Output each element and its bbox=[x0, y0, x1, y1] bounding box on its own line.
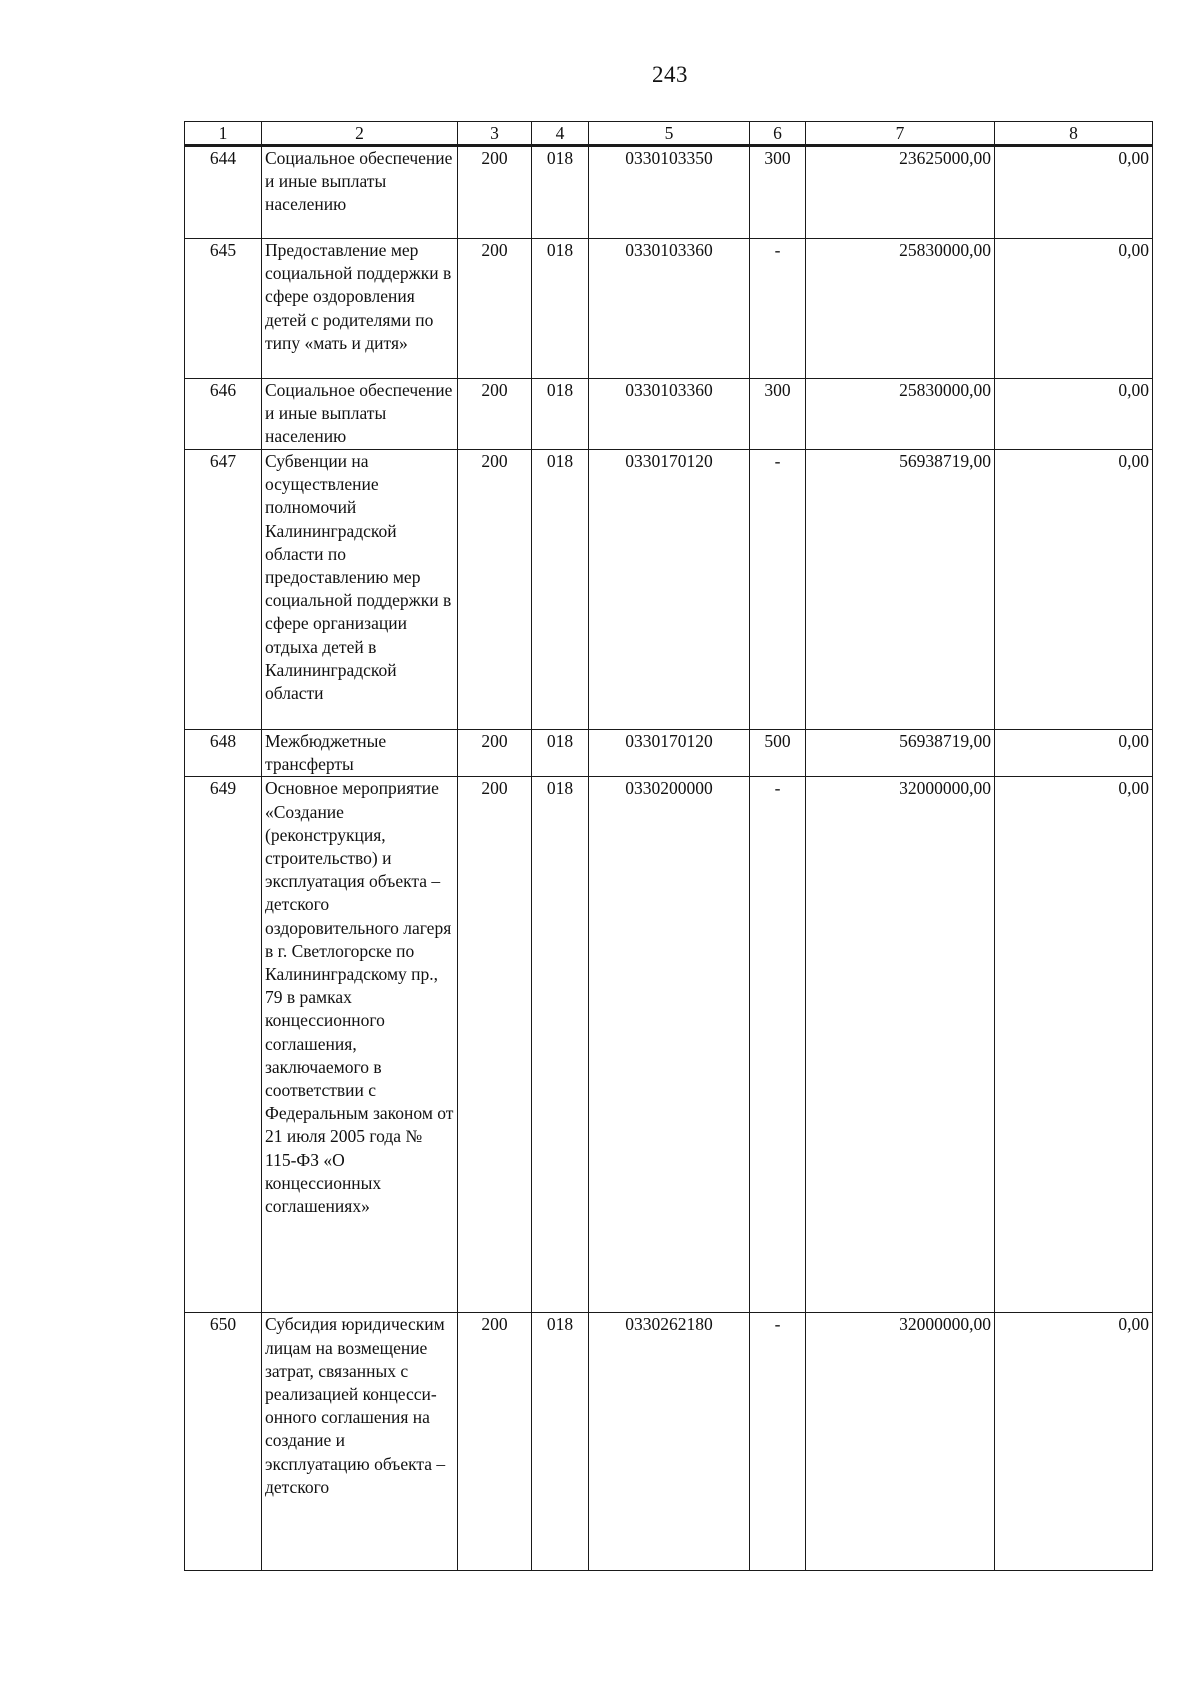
column-header-3: 3 bbox=[458, 122, 532, 146]
row-col5: 0330170120 bbox=[589, 450, 750, 730]
row-col8: 0,00 bbox=[995, 730, 1153, 777]
row-col4: 018 bbox=[532, 239, 589, 379]
table-row bbox=[185, 239, 1153, 379]
row-col3: 200 bbox=[458, 777, 532, 1313]
row-col6: - bbox=[750, 1313, 806, 1571]
column-header-8: 8 bbox=[995, 122, 1153, 146]
table-row bbox=[185, 450, 1153, 730]
row-col3: 200 bbox=[458, 239, 532, 379]
table-row bbox=[185, 777, 1153, 1313]
row-col4: 018 bbox=[532, 1313, 589, 1571]
row-col5: 0330170120 bbox=[589, 730, 750, 777]
page-number: 243 bbox=[652, 62, 688, 87]
row-col7: 32000000,00 bbox=[806, 1313, 995, 1571]
table-row bbox=[185, 146, 1153, 239]
row-number: 647 bbox=[185, 450, 262, 730]
row-col3: 200 bbox=[458, 1313, 532, 1571]
row-name: Социальное обеспечение и иные выплаты населению bbox=[262, 146, 458, 239]
table-row bbox=[185, 730, 1153, 777]
row-number: 646 bbox=[185, 379, 262, 450]
row-col5: 0330262180 bbox=[589, 1313, 750, 1571]
row-number: 649 bbox=[185, 777, 262, 1313]
row-col4: 018 bbox=[532, 777, 589, 1313]
column-header-6: 6 bbox=[750, 122, 806, 146]
row-col6: 300 bbox=[750, 379, 806, 450]
row-col6: 300 bbox=[750, 146, 806, 239]
row-number: 648 bbox=[185, 730, 262, 777]
table-row bbox=[185, 1313, 1153, 1571]
budget-table bbox=[184, 121, 1153, 1571]
row-number: 644 bbox=[185, 146, 262, 239]
column-header-7: 7 bbox=[806, 122, 995, 146]
row-col8: 0,00 bbox=[995, 1313, 1153, 1571]
row-name: Социальное обеспечение и иные выплаты населению bbox=[262, 379, 458, 450]
column-header-4: 4 bbox=[532, 122, 589, 146]
row-col8: 0,00 bbox=[995, 777, 1153, 1313]
row-col5: 0330103350 bbox=[589, 146, 750, 239]
row-col4: 018 bbox=[532, 146, 589, 239]
row-number: 645 bbox=[185, 239, 262, 379]
column-header-2: 2 bbox=[262, 122, 458, 146]
row-col8: 0,00 bbox=[995, 450, 1153, 730]
row-col5: 0330200000 bbox=[589, 777, 750, 1313]
row-col8: 0,00 bbox=[995, 239, 1153, 379]
row-col7: 23625000,00 bbox=[806, 146, 995, 239]
row-name: Субсидия юридическим лицам на возмещение затрат, связанных с реализацией концесси-онного соглашения на создание и эксплуатацию объекта – детского bbox=[262, 1313, 458, 1571]
row-col7: 56938719,00 bbox=[806, 450, 995, 730]
row-col3: 200 bbox=[458, 146, 532, 239]
column-header-5: 5 bbox=[589, 122, 750, 146]
row-col4: 018 bbox=[532, 450, 589, 730]
row-col3: 200 bbox=[458, 379, 532, 450]
table-header-row bbox=[185, 122, 1153, 146]
row-name: Субвенции на осуществление полномочий Калининградской области по предоставлению мер социальной поддержки в сфере организации отдыха детей в Калининградской области bbox=[262, 450, 458, 730]
table-row bbox=[185, 379, 1153, 450]
row-number: 650 bbox=[185, 1313, 262, 1571]
row-col6: - bbox=[750, 450, 806, 730]
row-col8: 0,00 bbox=[995, 146, 1153, 239]
row-name: Основное мероприятие «Создание (реконструкция, строительство) и эксплуатация объекта – детского оздоровительного лагеря в г. Светлогорске по Калининградскому пр., 79 в рамках концессионного соглашения, заключаемого в соответствии с Федеральным законом от 21 июля 2005 года № 115-ФЗ «О концессионных соглашениях» bbox=[262, 777, 458, 1313]
row-col3: 200 bbox=[458, 730, 532, 777]
row-col4: 018 bbox=[532, 379, 589, 450]
row-col7: 56938719,00 bbox=[806, 730, 995, 777]
row-col3: 200 bbox=[458, 450, 532, 730]
row-col5: 0330103360 bbox=[589, 379, 750, 450]
row-col5: 0330103360 bbox=[589, 239, 750, 379]
row-col6: 500 bbox=[750, 730, 806, 777]
row-name: Межбюджетные трансферты bbox=[262, 730, 458, 777]
row-col4: 018 bbox=[532, 730, 589, 777]
row-col7: 25830000,00 bbox=[806, 379, 995, 450]
row-col7: 32000000,00 bbox=[806, 777, 995, 1313]
row-name: Предоставление мер социальной поддержки в сфере оздоровления детей с родителями по типу «мать и дитя» bbox=[262, 239, 458, 379]
row-col6: - bbox=[750, 239, 806, 379]
row-col8: 0,00 bbox=[995, 379, 1153, 450]
row-col7: 25830000,00 bbox=[806, 239, 995, 379]
row-col6: - bbox=[750, 777, 806, 1313]
column-header-1: 1 bbox=[185, 122, 262, 146]
